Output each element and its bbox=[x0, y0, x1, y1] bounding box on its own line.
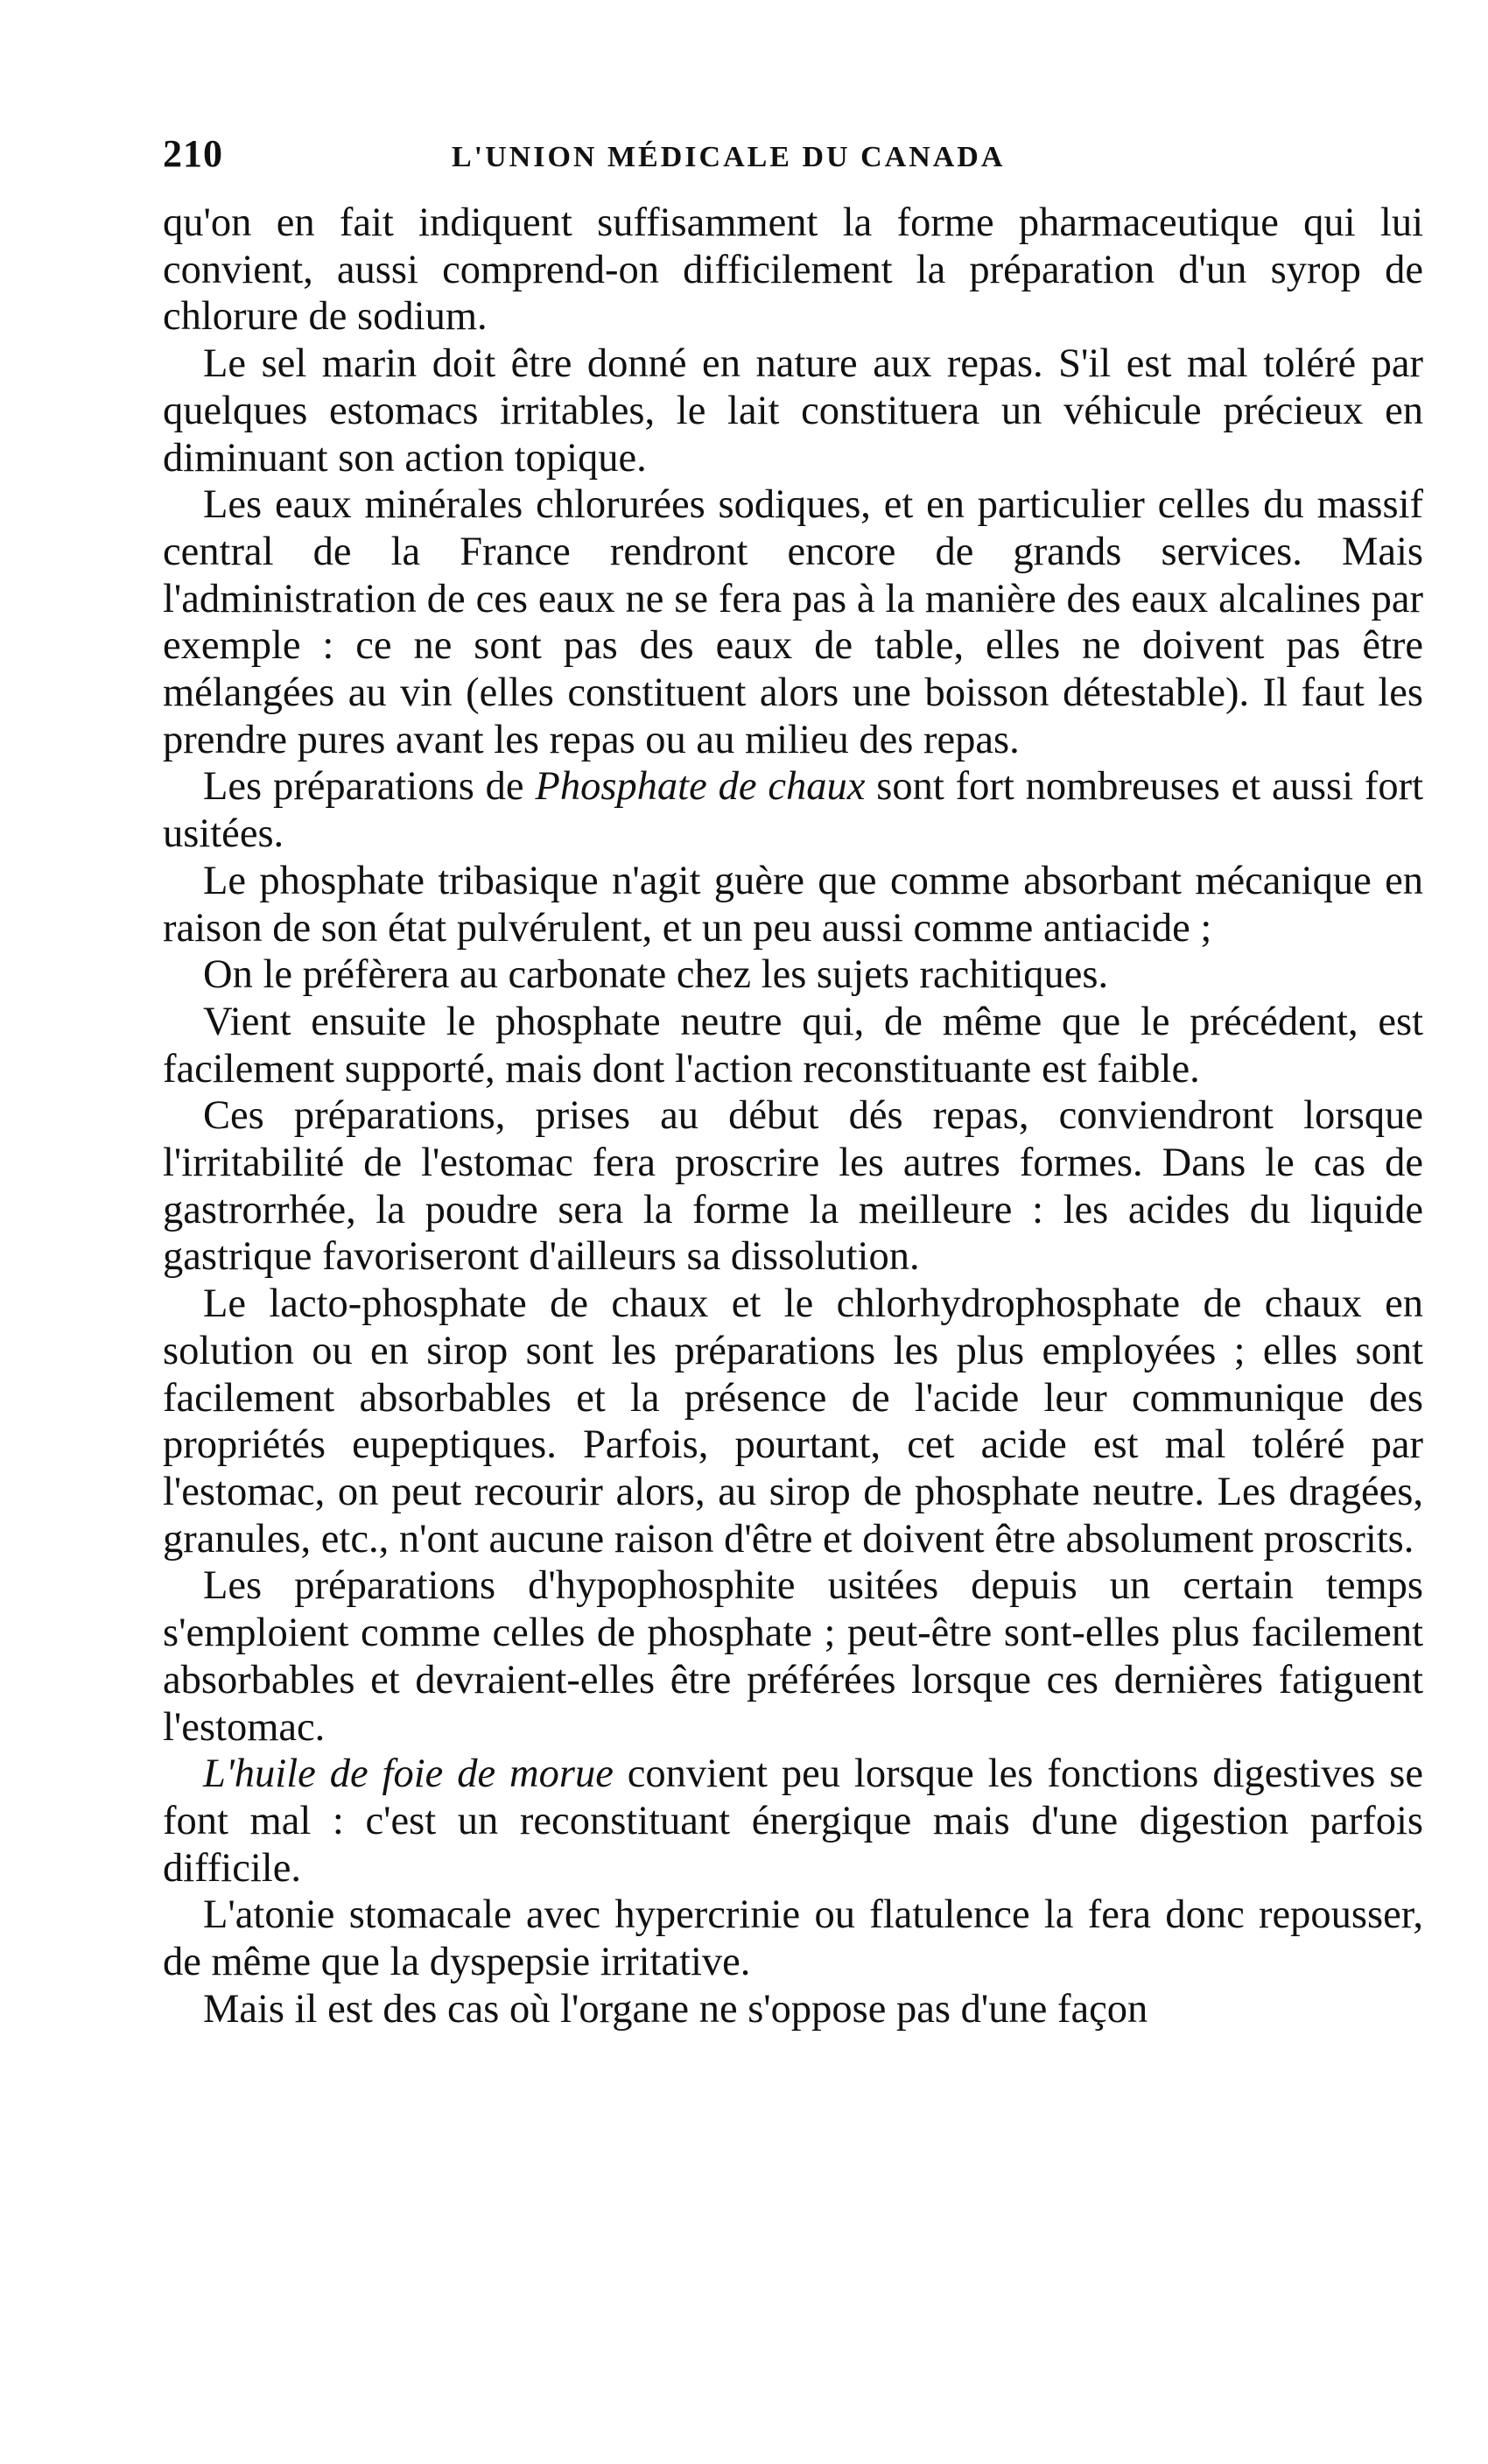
paragraph: Vient ensuite le phosphate neutre qui, de même que le précédent, est facilement supporté, mais dont l'action reconstituante est faible. bbox=[163, 999, 1423, 1092]
paragraph: Les eaux minérales chlorurées sodiques, et en particulier celles du massif central de la France rendront encore de grands services. Mais l'administration de ces eaux ne se fera pas à la manière des eaux alcalines par exemple : ce ne sont pas des eaux de table, elles ne doivent pas être mélangées au vin (elles constituent alors une boisson détestable). Il faut les prendre pures avant les repas ou au milieu des repas. bbox=[163, 482, 1423, 762]
paragraph bbox=[163, 1751, 1423, 1892]
italic-term: L'huile de foie de morue bbox=[203, 1751, 614, 1797]
paragraph: Le lacto-phosphate de chaux et le chlorhydrophosphate de chaux en solution ou en sirop sont les préparations les plus employées ; elles sont facilement absorbables et la présence de l'acide leur communique des propriétés eupeptiques. Parfois, pourtant, cet acide est mal toléré par l'estomac, on peut recourir alors, au sirop de phosphate neutre. Les dragées, granules, etc., n'ont aucune raison d'être et doivent être absolument proscrits. bbox=[163, 1281, 1423, 1562]
paragraph: qu'on en fait indiquent suffisamment la forme pharmaceutique qui lui convient, aussi comprend-on difficilement la préparation d'un syrop de chlorure de sodium. bbox=[163, 200, 1423, 340]
italic-term: Phosphate de chaux bbox=[535, 764, 866, 810]
page-header bbox=[163, 131, 1423, 184]
paragraph: Les préparations d'hypophosphite usitées depuis un certain temps s'emploient comme celles de phosphate ; peut-être sont-elles plus facilement absorbables et devraient-elles être préférées lorsque ces dernières fatiguent l'estomac. bbox=[163, 1563, 1423, 1750]
paragraph: Le phosphate tribasique n'agit guère que comme absorbant mécanique en raison de son état pulvérulent, et un peu aussi comme antiacide ; bbox=[163, 858, 1423, 951]
paragraph-text: sont fort nombreuses et aussi fort usitées. bbox=[163, 764, 1423, 857]
paragraph-text: convient peu lorsque les fonctions digestives se font mal : c'est un reconstituant énergique mais d'une digestion parfois difficile. bbox=[163, 1751, 1423, 1891]
paragraph: Ces préparations, prises au début dés repas, conviendront lorsque l'irritabilité de l'estomac fera proscrire les autres formes. Dans le cas de gastrorrhée, la poudre sera la forme la meilleure : les acides du liquide gastrique favoriseront d'ailleurs sa dissolution. bbox=[163, 1093, 1423, 1280]
document-page bbox=[163, 131, 1423, 2032]
running-title: L'UNION MÉDICALE DU CANADA bbox=[452, 141, 1006, 173]
paragraph: Le sel marin doit être donné en nature aux repas. S'il est mal toléré par quelques estomacs irritables, le lait constituera un véhicule précieux en diminuant son action topique. bbox=[163, 341, 1423, 481]
paragraph: L'atonie stomacale avec hypercrinie ou flatulence la fera donc repousser, de même que la dyspepsie irritative. bbox=[163, 1892, 1423, 1985]
body-text bbox=[163, 200, 1423, 2032]
paragraph: On le préfèrera au carbonate chez les sujets rachitiques. bbox=[203, 952, 1109, 998]
paragraph: Mais il est des cas où l'organe ne s'oppose pas d'une façon bbox=[203, 1986, 1148, 2032]
paragraph-text: Les préparations de bbox=[203, 764, 536, 810]
page-number: 210 bbox=[163, 132, 223, 175]
paragraph bbox=[163, 763, 1423, 857]
